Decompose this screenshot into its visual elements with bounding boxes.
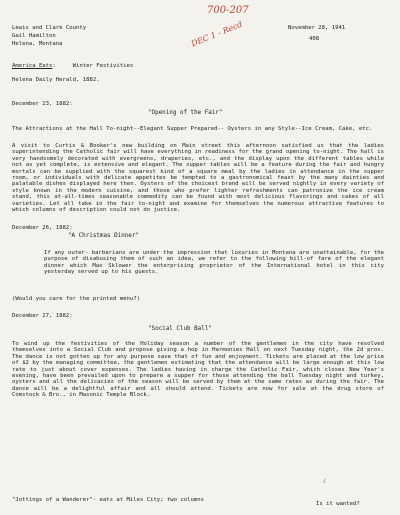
source-line: Helena Daily Herald, 1882. <box>12 77 100 83</box>
section-1-body: A visit to Curtis & Booker's new building on Main street this afternoon satisfied us that the ladies superintending the Catholic fair will have everything in readiness for the grand opening to-night. The hall is very handsomely decorated with evergreens, draperies, etc., and the display upon the different tables while not as yet complete, is extensive and elegant. The supper tables will be a feature during the fair and hungry mortals can be supplied with the squarest kind of a square meal by the ladies in attendance in the supper room, or individuals with delicate appetites be tempted to a gastronomical feast by the many dainties and palatable dishes displayed here then. Oysters of the choicest brand will be served nightly in every variety of style known in the modern cuisine, and those who prefer lighter refreshments can patronize the ice cream stand, this at-all-times seasonable commodity can be found with most delicious flavorings and cakes of all varieties. Let all take in the fair to-night and examine for themselves the numerous attractive features to which columns of description could not do justice. <box>12 143 384 214</box>
section-3-title: "Social Club Ball" <box>148 326 212 332</box>
section-1-date: December 23, 1882: <box>12 101 73 107</box>
letter-date: November 28, 1941 <box>288 25 346 31</box>
subject-sep: : <box>52 63 56 69</box>
section-1-summary: The Attractions at the Hall To-night--Elegant Supper Prepared-- Oysters in any Style--Ice Cream, Cake, etc. <box>12 126 373 132</box>
handwritten-mark: ✓ <box>320 477 329 486</box>
section-1-title: "Opening of the Fair" <box>148 110 223 116</box>
received-stamp: DEC 1 - Recd <box>190 19 244 49</box>
footer-line: "Jottings of a Wanderer"- eats at Miles City; two columns <box>12 497 204 503</box>
section-3-body: To wind up the festivities of the Holiday season a number of the gentlemen in the city have resolved themselves into a Social Club and propose giving a hop in Harmonies Hall on next Tuesday night, the 2d prox. The dance is not gotten up for any purpose save that of fun and enjoyment. Tickets are placed at the low price of $2 by the managing committee, the gentlemen estimating that the attendance will be large enough at this low rate to just about cover expenses. The ladies having in charge the Catholic Fair, which closes New Year's evening, have been prevailed upon to prepare a supper for those attending the ball Tuesday night and turkey, oysters and all the delicacies of the season will be served by them at the same rates as during the fair. The dance will be a delightful affair and all should attend. Tickets are now for sale at the drug store of Comstock & Bro., in Masonic Temple Block. <box>12 341 384 399</box>
footer-note: Is it wanted? <box>316 501 360 507</box>
section-3-date: December 27, 1882: <box>12 313 73 319</box>
page-number: 408 <box>309 36 320 42</box>
section-2-date: December 26, 1882: <box>12 225 73 231</box>
letterhead-county: Lewis and Clark County <box>12 25 87 31</box>
letterhead-author: Gail Hamilton <box>12 33 56 39</box>
section-2-title: "A Christmas Dinner" <box>68 233 139 239</box>
subject-line <box>12 63 133 69</box>
section-2-body: If any outer- barbarians are under the impression that luxuries in Montana are unattainable, for the purpose of disabusing them of such an idea, we refer to the following bill-of fare of the elegant dinner which Max Sklower the enterprising proprietor of the International hotel in this city yesterday served up to his guests. <box>44 250 384 276</box>
subject-series: America Eats <box>12 63 53 69</box>
file-number-stamp: 700-207 <box>207 5 249 16</box>
subject-title: Winter Festivities <box>72 63 134 69</box>
section-2-note: (Would you care for the printed menu?) <box>12 296 140 302</box>
letterhead-city: Helena, Montana <box>12 41 63 47</box>
